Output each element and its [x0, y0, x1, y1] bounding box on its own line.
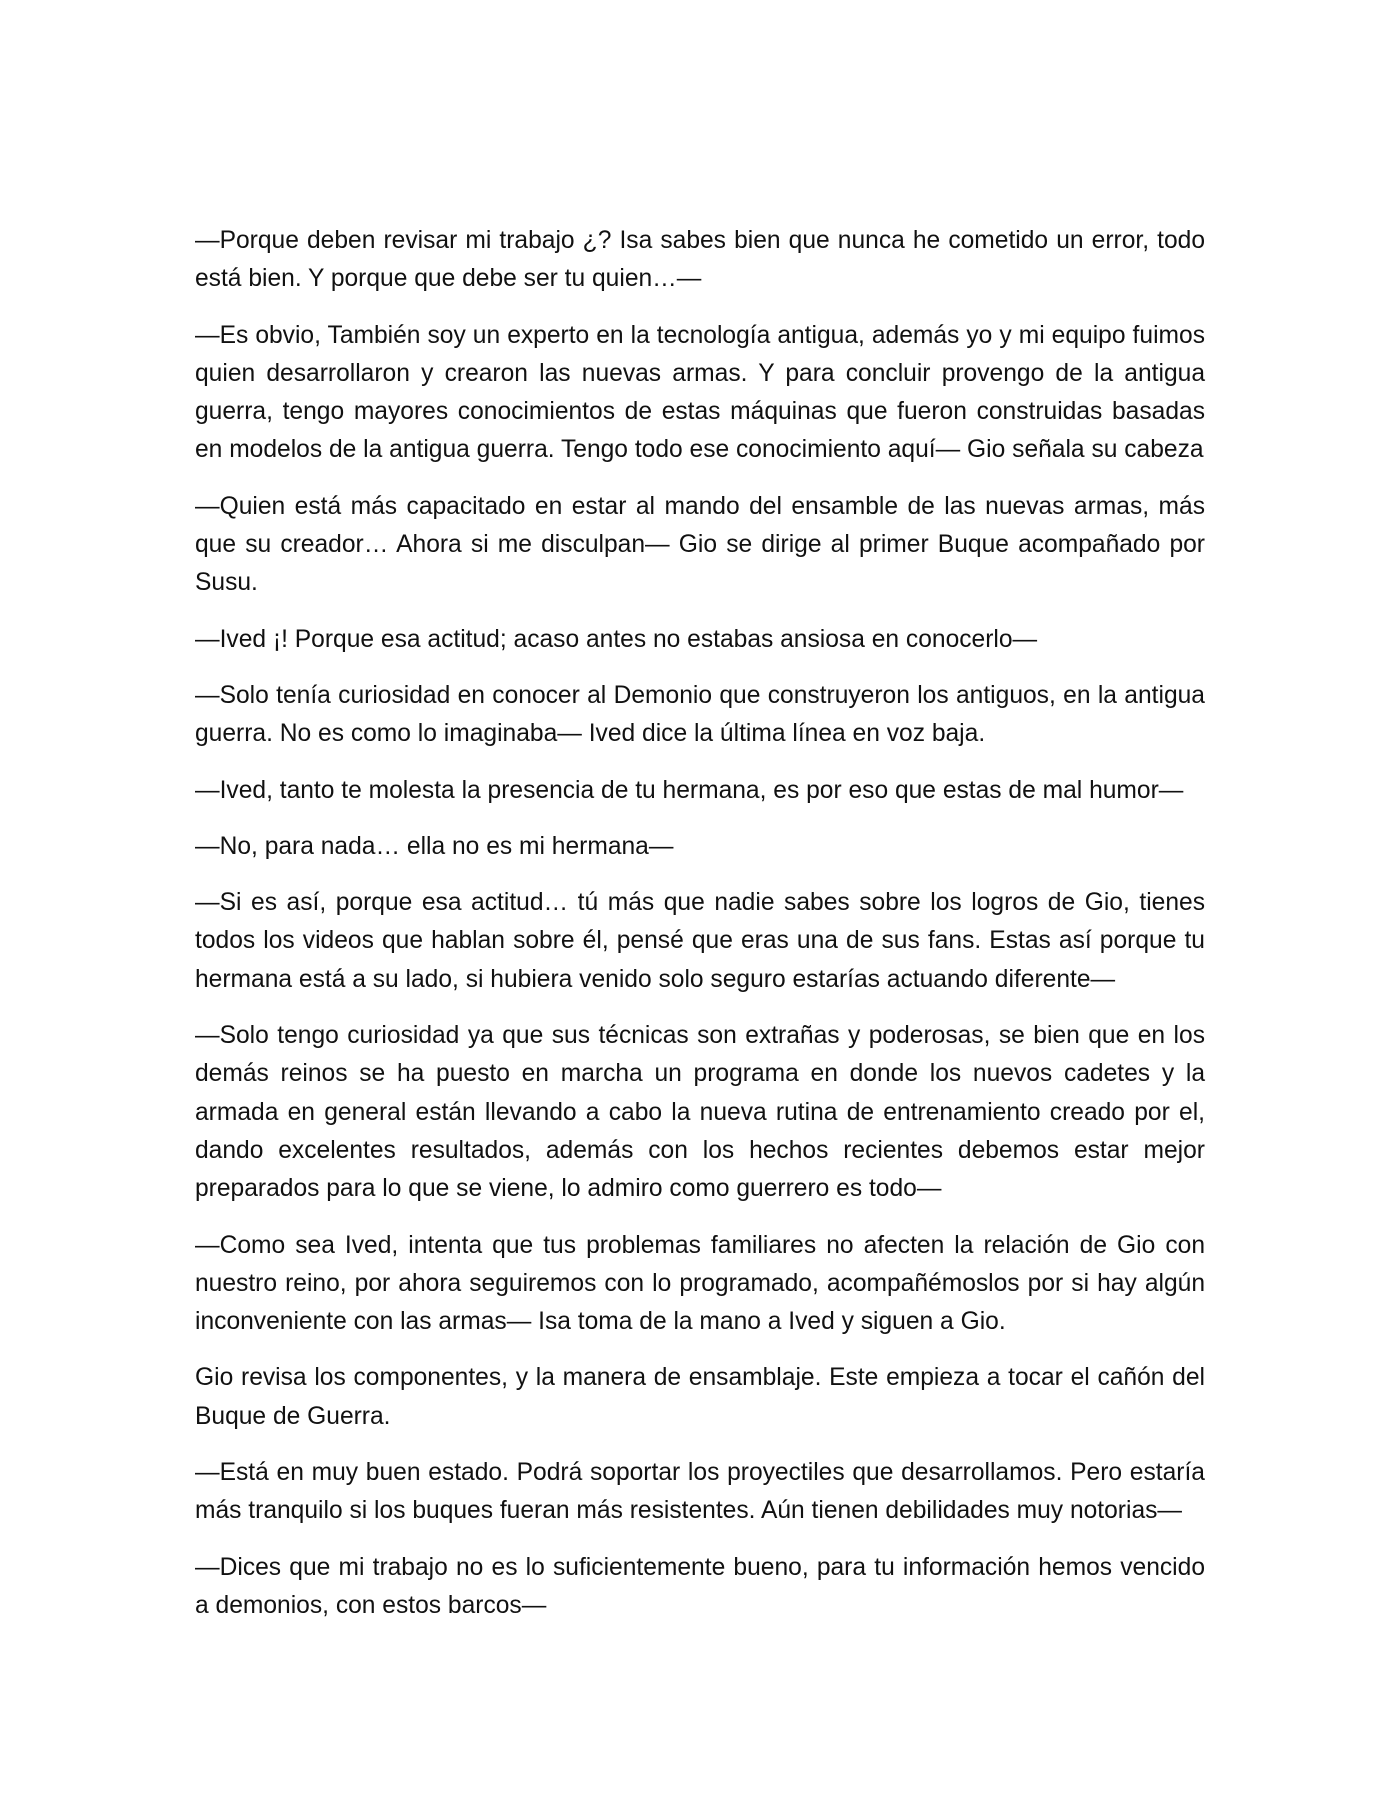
paragraph-11: Gio revisa los componentes, y la manera de ensamblaje. Este empieza a tocar el cañón del Buque de Guerra. [195, 1364, 1205, 1430]
paragraph-5: —Solo tenía curiosidad en conocer al Demonio que construyeron los antiguos, en la antigua guerra. No es como lo imaginaba— Ived dice la última línea en voz baja. [195, 681, 1205, 748]
paragraph-3: —Quien está más capacitado en estar al mando del ensamble de las nuevas armas, más que su creador… Ahora si me disculpan— Gio se dirige al primer Buque acompañado por Susu. [195, 492, 1205, 597]
paragraph-10: —Como sea Ived, intenta que tus problemas familiares no afecten la relación de Gio con nuestro reino, por ahora seguiremos con lo programado, acompañémoslos por si hay algún inconveniente con las armas— Isa toma de la mano a Ived y siguen a Gio. [195, 1231, 1205, 1336]
paragraph-12: —Está en muy buen estado. Podrá soportar los proyectiles que desarrollamos. Pero estaría más tranquilo si los buques fueran más resistentes. Aún tienen debilidades muy notorias— [195, 1459, 1205, 1525]
document-body [195, 222, 1205, 1643]
paragraph-9: —Solo tengo curiosidad ya que sus técnicas son extrañas y poderosas, se bien que en los demás reinos se ha puesto en marcha un programa en donde los nuevos cadetes y la armada en general están llevando a cabo la nueva rutina de entrenamiento creado por el, dando excelentes resultados, además con los hechos recientes debemos estar mejor preparados para lo que se viene, lo admiro como guerrero es todo— [195, 1022, 1205, 1203]
paragraph-2: —Es obvio, También soy un experto en la tecnología antigua, además yo y mi equipo fuimos quien desarrollaron y crearon las nuevas armas. Y para concluir provengo de la antigua guerra, tengo mayores conocimientos de estas máquinas que fueron construidas basadas en modelos de la antigua guerra. Tengo todo ese conocimiento aquí— Gio señala su cabeza [195, 321, 1205, 464]
paragraph-4: —Ived ¡! Porque esa actitud; acaso antes no estabas ansiosa en conocerlo— [195, 625, 1038, 653]
paragraph-7: —No, para nada… ella no es mi hermana— [195, 832, 674, 860]
paragraph-8: —Si es así, porque esa actitud… tú más que nadie sabes sobre los logros de Gio, tienes todos los videos que hablan sobre él, pensé que eras una de sus fans. Estas así porque tu hermana está a su lado, si hubiera venido solo seguro estarías actuando diferente— [195, 889, 1205, 993]
paragraph-1: —Porque deben revisar mi trabajo ¿? Isa sabes bien que nunca he cometido un error, todo está bien. Y porque que debe ser tu quien…— [195, 227, 1205, 293]
paragraph-13: —Dices que mi trabajo no es lo suficientemente bueno, para tu información hemos vencido a demonios, con estos barcos— [195, 1553, 1205, 1619]
paragraph-6: —Ived, tanto te molesta la presencia de tu hermana, es por eso que estas de mal humor— [195, 776, 1184, 804]
